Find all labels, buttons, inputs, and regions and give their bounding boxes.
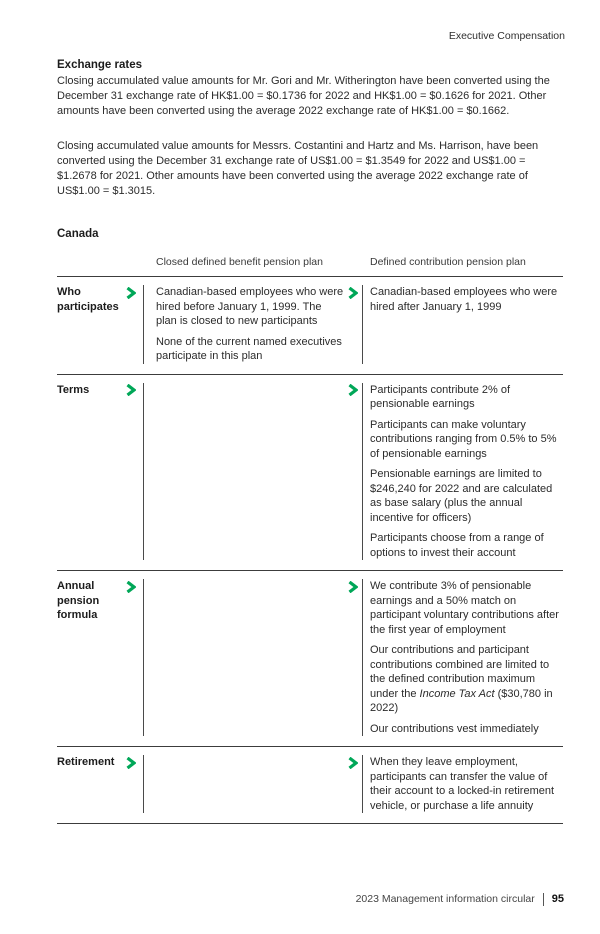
cell-paragraph: Participants can make voluntary contributions ranging from 0.5% to 5% of pensionable earnings [370,418,557,460]
canada-heading: Canada [57,228,99,240]
table-row-annual-pension-formula [57,571,563,746]
cell-paragraph: When they leave employment, participants can transfer the value of their account to a locked-in retirement vehicle, or purchase a life annuity [370,756,555,812]
table-row-terms [57,375,563,571]
footer-divider [543,893,544,906]
chevron-right-icon [126,287,136,299]
cell-db-plan [144,755,348,813]
chevron-right-icon [126,384,136,396]
table-rule [57,823,563,824]
cell-dc-plan [363,285,563,364]
cell-db-plan [144,285,348,364]
column-header-defined-benefit: Closed defined benefit pension plan [156,256,323,268]
table-row-retirement [57,747,563,823]
table-row-who-participates [57,277,563,374]
cell-paragraph: Canadian-based employees who were hired after January 1, 1999 [370,286,558,313]
cell-dc-plan [363,755,563,813]
row-label: Retirement [57,756,115,768]
cell-paragraph: Canadian-based employees who were hired before January 1, 1999. The plan is closed to new participants [156,286,344,327]
pension-plan-table [57,256,563,824]
cell-paragraph: Participants choose from a range of options to invest their account [370,532,544,559]
cell-paragraph: Our contributions vest immediately [370,722,539,735]
cell-paragraph: Participants contribute 2% of pensionable earnings [370,383,511,410]
exchange-rates-heading: Exchange rates [57,59,143,71]
row-label: Terms [57,383,90,396]
cell-paragraph: We contribute 3% of pensionable earnings and a 50% match on participant voluntary contributions after the first year of employment [370,580,559,636]
cell-dc-plan [363,383,563,561]
cell-db-plan [144,383,348,561]
cell-paragraph: None of the current named executives participate in this plan [156,335,342,362]
cell-dc-plan [363,579,563,736]
row-label: Who participates [57,286,119,313]
page-footer [356,893,564,906]
footer-title: 2023 Management information circular [355,893,535,905]
chevron-right-icon [348,384,358,396]
exchange-rates-paragraph-1: Closing accumulated value amounts for Mr. Gori and Mr. Witherington have been converted using the December 31 exchange rate of HK$1.00 = $0.1736 for 2022 and HK$1.00 = $0.1626 for 2021. Other amounts have been converted using the average 2022 exchange rate of HK$1.00 = $0.1662. [57,75,550,117]
page-number: 95 [551,893,564,905]
row-label: Annual pension formula [57,580,100,621]
chevron-right-icon [126,757,136,769]
chevron-right-icon [348,757,358,769]
cell-db-plan [144,579,348,736]
cell-paragraph: Pensionable earnings are limited to $246,240 for 2022 and are calculated as base salary (plus the annual incentive for officers) [370,468,553,524]
cell-paragraph: Our contributions and participant contributions combined are limited to the defined contribution maximum under the Income Tax Act ($30,780 in 2022) [370,644,553,714]
running-header: Executive Compensation [448,30,565,42]
chevron-right-icon [348,581,358,593]
chevron-right-icon [126,581,136,593]
column-header-defined-contribution: Defined contribution pension plan [370,256,526,268]
exchange-rates-paragraph-2: Closing accumulated value amounts for Messrs. Costantini and Hartz and Ms. Harrison, have been converted using the December 31 exchange rate of US$1.00 = $1.3549 for 2022 and US$1.00 = $1.2678 for 2021. Other amounts have been converted using the average 2022 exchange rate of US$1.00 = $1.3015. [57,140,539,197]
chevron-right-icon [348,287,358,299]
table-header-row [57,256,563,276]
